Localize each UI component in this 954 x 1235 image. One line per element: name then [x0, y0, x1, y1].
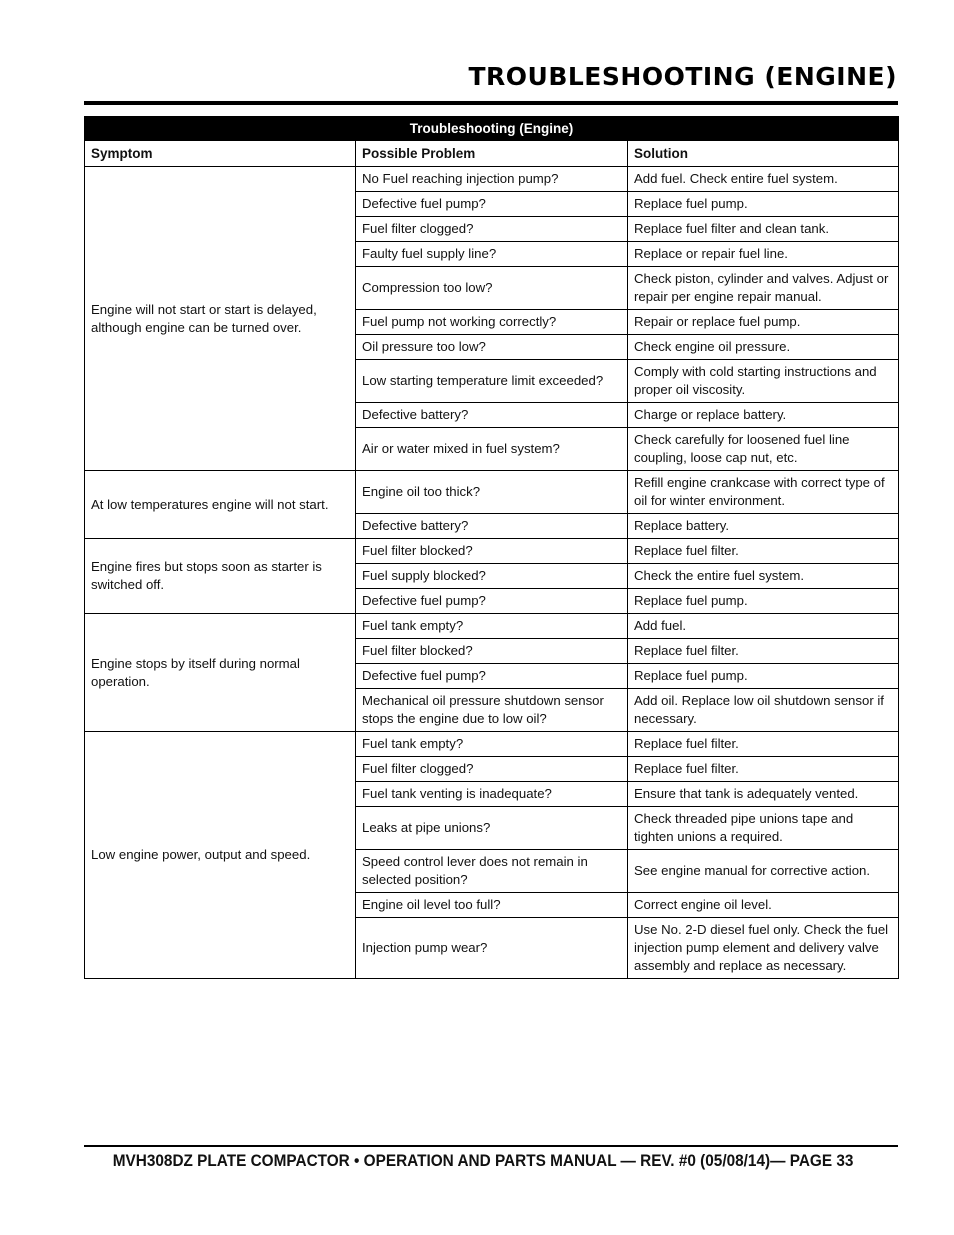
solution-cell: Use No. 2-D diesel fuel only. Check the fuel injection pump element and delivery valve assembly and replace as necessary. — [628, 918, 899, 979]
problem-cell: Fuel filter clogged? — [356, 757, 628, 782]
problem-cell: Faulty fuel supply line? — [356, 242, 628, 267]
table-row — [85, 471, 899, 514]
solution-cell: Replace fuel filter. — [628, 757, 899, 782]
problem-cell: Engine oil level too full? — [356, 893, 628, 918]
solution-cell: Replace fuel pump. — [628, 192, 899, 217]
solution-cell: Charge or replace battery. — [628, 403, 899, 428]
solution-cell: Add oil. Replace low oil shutdown sensor if necessary. — [628, 689, 899, 732]
problem-cell: Fuel supply blocked? — [356, 564, 628, 589]
table-header-row — [85, 141, 899, 167]
troubleshooting-table — [84, 116, 899, 979]
problem-cell: Leaks at pipe unions? — [356, 807, 628, 850]
symptom-cell: Low engine power, output and speed. — [85, 732, 356, 979]
problem-cell: Fuel filter blocked? — [356, 639, 628, 664]
solution-cell: Add fuel. — [628, 614, 899, 639]
table-body — [85, 167, 899, 979]
symptom-cell: Engine stops by itself during normal operation. — [85, 614, 356, 732]
solution-cell: Refill engine crankcase with correct type of oil for winter environment. — [628, 471, 899, 514]
problem-cell: Fuel pump not working correctly? — [356, 310, 628, 335]
solution-cell: Comply with cold starting instructions and proper oil viscosity. — [628, 360, 899, 403]
footer-divider — [84, 1145, 898, 1147]
problem-cell: Defective battery? — [356, 514, 628, 539]
problem-cell: No Fuel reaching injection pump? — [356, 167, 628, 192]
table-row — [85, 732, 899, 757]
solution-cell: Check threaded pipe unions tape and tighten unions a required. — [628, 807, 899, 850]
problem-cell: Defective fuel pump? — [356, 589, 628, 614]
problem-cell: Defective fuel pump? — [356, 664, 628, 689]
solution-cell: Replace fuel pump. — [628, 664, 899, 689]
problem-cell: Fuel filter clogged? — [356, 217, 628, 242]
table-row — [85, 614, 899, 639]
table-row — [85, 167, 899, 192]
problem-cell: Defective battery? — [356, 403, 628, 428]
column-header-solution: Solution — [628, 141, 899, 167]
table-caption: Troubleshooting (Engine) — [85, 117, 899, 141]
solution-cell: Replace fuel filter. — [628, 732, 899, 757]
problem-cell: Fuel tank empty? — [356, 614, 628, 639]
problem-cell: Fuel tank venting is inadequate? — [356, 782, 628, 807]
problem-cell: Speed control lever does not remain in selected position? — [356, 850, 628, 893]
problem-cell: Fuel tank empty? — [356, 732, 628, 757]
solution-cell: Check carefully for loosened fuel line coupling, loose cap nut, etc. — [628, 428, 899, 471]
solution-cell: Correct engine oil level. — [628, 893, 899, 918]
problem-cell: Oil pressure too low? — [356, 335, 628, 360]
solution-cell: Check piston, cylinder and valves. Adjust or repair per engine repair manual. — [628, 267, 899, 310]
page-footer: MVH308DZ PLATE COMPACTOR • OPERATION AND PARTS MANUAL — REV. #0 (05/08/14)— PAGE 33 — [112, 1152, 853, 1170]
problem-cell: Compression too low? — [356, 267, 628, 310]
solution-cell: Replace fuel filter and clean tank. — [628, 217, 899, 242]
solution-cell: Replace fuel filter. — [628, 539, 899, 564]
symptom-cell: At low temperatures engine will not start. — [85, 471, 356, 539]
solution-cell: Add fuel. Check entire fuel system. — [628, 167, 899, 192]
problem-cell: Engine oil too thick? — [356, 471, 628, 514]
column-header-symptom: Symptom — [85, 141, 356, 167]
problem-cell: Fuel filter blocked? — [356, 539, 628, 564]
title-divider — [84, 101, 898, 105]
solution-cell: Repair or replace fuel pump. — [628, 310, 899, 335]
solution-cell: Check engine oil pressure. — [628, 335, 899, 360]
solution-cell: Replace fuel pump. — [628, 589, 899, 614]
symptom-cell: Engine fires but stops soon as starter is switched off. — [85, 539, 356, 614]
problem-cell: Mechanical oil pressure shutdown sensor stops the engine due to low oil? — [356, 689, 628, 732]
solution-cell: See engine manual for corrective action. — [628, 850, 899, 893]
solution-cell: Replace battery. — [628, 514, 899, 539]
solution-cell: Check the entire fuel system. — [628, 564, 899, 589]
symptom-cell: Engine will not start or start is delayed, although engine can be turned over. — [85, 167, 356, 471]
solution-cell: Ensure that tank is adequately vented. — [628, 782, 899, 807]
page-title: TROUBLESHOOTING (ENGINE) — [468, 62, 897, 91]
problem-cell: Defective fuel pump? — [356, 192, 628, 217]
problem-cell: Air or water mixed in fuel system? — [356, 428, 628, 471]
column-header-possible-problem: Possible Problem — [356, 141, 628, 167]
solution-cell: Replace or repair fuel line. — [628, 242, 899, 267]
table-row — [85, 539, 899, 564]
solution-cell: Replace fuel filter. — [628, 639, 899, 664]
problem-cell: Low starting temperature limit exceeded? — [356, 360, 628, 403]
problem-cell: Injection pump wear? — [356, 918, 628, 979]
